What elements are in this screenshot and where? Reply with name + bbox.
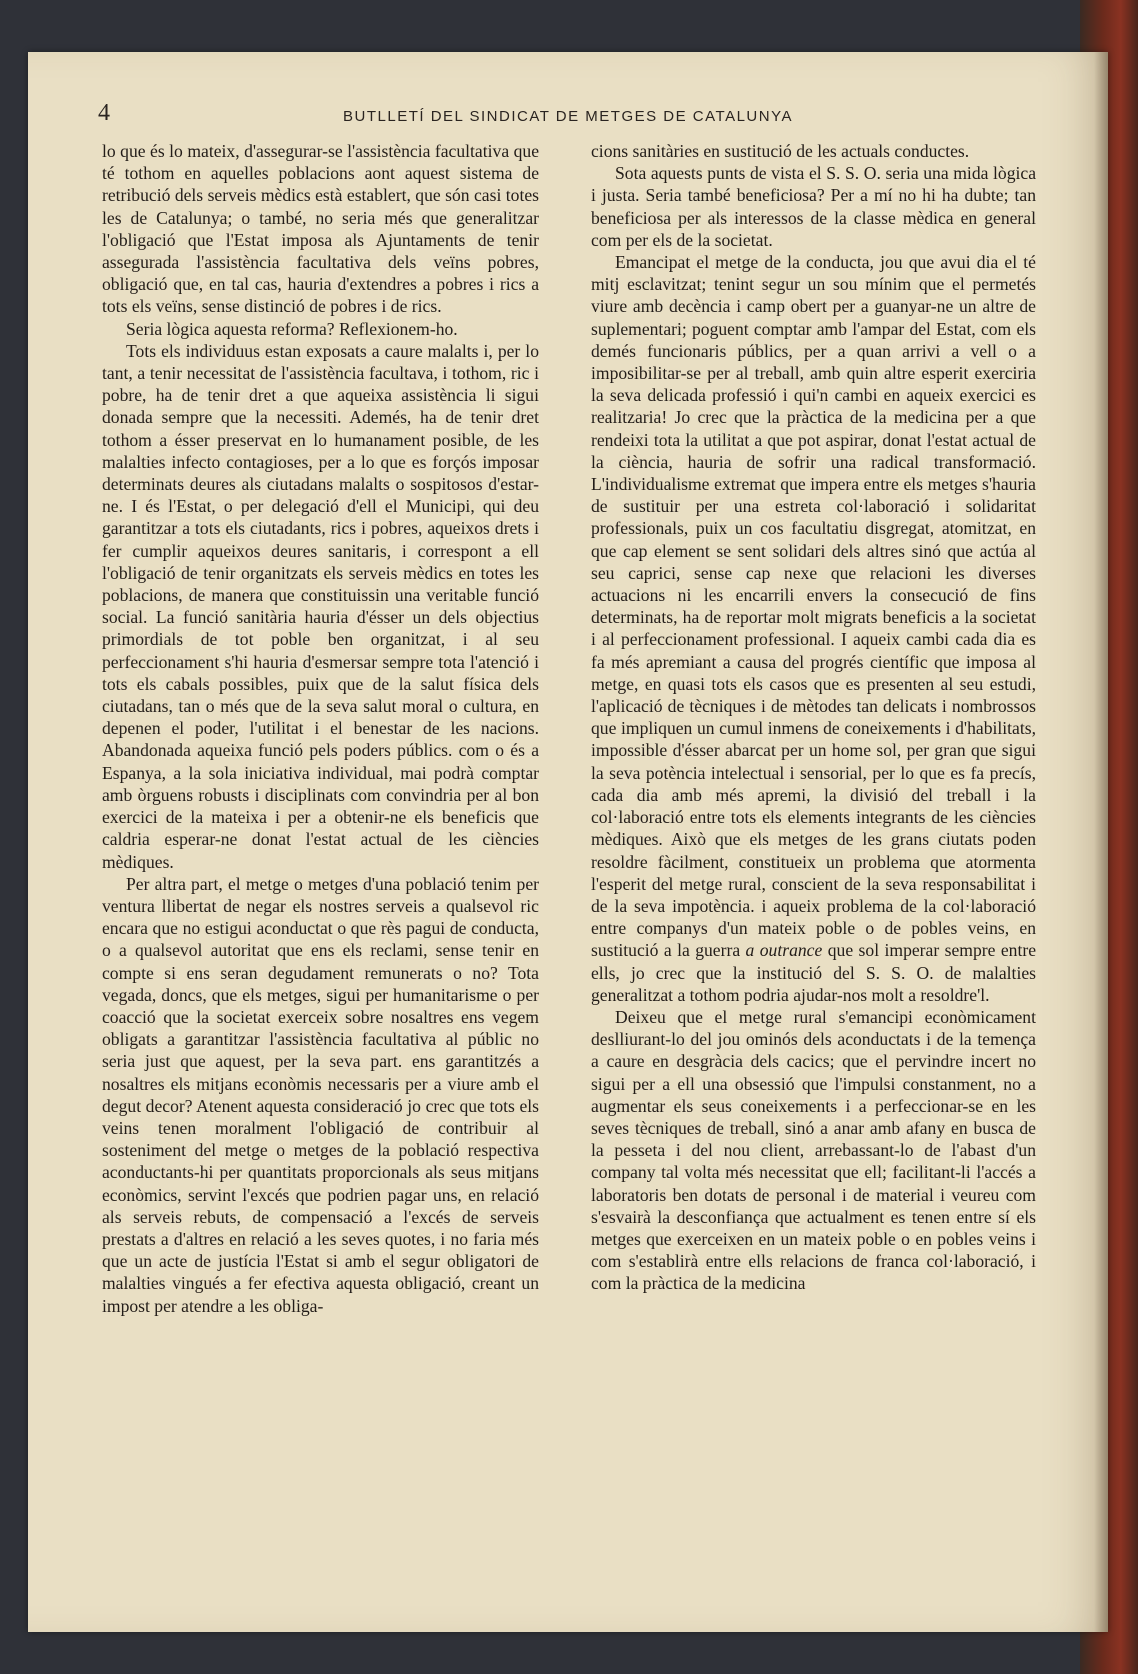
page-number: 4	[98, 100, 110, 126]
running-head: BUTLLETÍ DEL SINDICAT DE METGES DE CATALUNYA	[343, 108, 793, 125]
paragraph-text: Emancipat el metge de la conducta, jou que avui dia el té mitj esclavitzat; tenint segur un sou mínim que el permetés viure amb decència i camp obert per a guanyar-ne un altre de suplementari; poguent comptar amb l'ampar del Estat, com els demés funcionaris públics, per a quan arrivi a vell o a imposibilitar-se per al treball, amb quin altre esperit exerciria la seva delicada professió i qui'n cambi en aqueix exercici es realitzaria! Jo crec que la pràctica de la medicina per a que rendeixi tota la utilitat a que pot aspirar, donat l'estat actual de la ciència, hauria de sofrir una radical transformació. L'individualisme extremat que impera entre els metges s'hauria de sustituir per una estreta col·laboració i solidaritat professionals, puix un cos facultatiu disgregat, atomitzat, en que cap element se sent solidari dels altres sinó que actúa al seu caprici, sense cap nexe que relacioni les diverses actuacions ni les encarrili envers la consecució de fins determinats, ha de reportar molt migrats beneficis a la societat i al perfeccionament professional. I aqueix cambi cada dia es fa més apremiant a causa del progrés científic que imposa al metge, en quasi tots els casos que es presenten al seu estudi, l'aplicació de tècniques i de mètodes tan delicats i nombrossos que impliquen un cumul inmens de coneixements i d'habilitats, impossible d'ésser abarcat per un home sol, per gran que sigui la seva potència intelectual i sensorial, per lo que es fa precís, cada dia amb més apremi, la divisió del treball i la col·laboració entre tots els elements integrants de les ciències mèdiques. Això que els metges de les grans ciutats poden resoldre fàcilment, constitueix un problema que atormenta l'esperit del metge rural, conscient de la seva responsabilitat i de la seva impotència. i aqueix problema de la col·laboració entre companys d'un mateix poble o de pobles veins, en sustitució a la guerra	[591, 252, 1036, 961]
right-text-column	[591, 140, 1036, 1295]
paragraph: lo que és lo mateix, d'assegurar-se l'assistència facultativa que té tothom en aquelles poblacions aont aquest sistema de retribució dels serveis mèdics està establert, que són casi totes les de Catalunya; o també, no seria més que generalitzar l'obligació que l'Estat imposa als Ajuntaments de tenir assegurada l'assistència facultativa dels veïns pobres, obligació que, en tal cas, hauria d'extendres a pobres i rics a tots els veïns, sense distinció de pobres i de rics.	[102, 141, 539, 317]
italic-phrase: a outrance	[745, 940, 823, 961]
paragraph: Tots els individuus estan exposats a caure malalts i, per lo tant, a tenir necessitat de l'assistència facultava, i tothom, ric i pobre, ha de tenir dret a que aqueixa assistència li sigui donada sempre que la necessiti. Ademés, ha de tenir dret tothom a ésser preservat en lo humanament posible, de les malalties infecto contagioses, per a lo que es forçós imposar determinats deures als ciutadans malalts o sospitosos d'estar-ne. I és l'Estat, o per delegació d'ell el Municipi, qui deu garantitzar a tots els ciutadants, rics i pobres, aqueixos drets i fer cumplir aqueixos deures sanitaris, i correspont a ell l'obligació de tenir organitzats els serveis mèdics en totes les poblacions, de manera que constituissin una veritable funció social. La funció sanitària hauria d'ésser un dels objectius primordials de tot poble ben organitzat, i al seu perfeccionament s'hi hauria d'esmersar sempre tota l'atenció i tots els cabals possibles, puix que de la salut física dels ciutadans, tan o més que de la seva salut moral o cultura, en depenen el poder, l'utilitat i el benestar de les nacions. Abandonada aqueixa funció pels poders públics. com o és a Espanya, a la sola iniciativa individual, mai podrà comptar amb òrguens robusts i disciplinats com convindria per al bon exercici de la mateixa i per a obtenir-ne els beneficis que caldria esperar-ne donat l'estat actual de les ciències mèdiques.	[102, 340, 539, 872]
paragraph-text: que sol imperar sempre entre ells, jo crec que la institució del S. S. O. de malalties generalitzat a tothom podria ajudar-nos molt a resoldre'l.	[591, 940, 1036, 1005]
paragraph: Per altra part, el metge o metges d'una població tenim per ventura llibertat de negar els nostres serveis a qualsevol ric encara que no estigui aconductat o que rès pagui de conducta, o a qualsevol autoritat que ens els reclami, sense tenir en compte si ens seran degudament remunerats o no? Tota vegada, doncs, que els metges, sigui per humanitarisme o per coacció que la societat exerceix sobre nosaltres ens vegem obligats a garantitzar l'assistència facultativa al públic no seria just que aquest, per la seva part. ens garantitzés a nosaltres els mitjans econòmis necessaris per a viure amb el degut decor? Atenent aquesta consideració jo crec que tots els veins tenen moralment l'obligació de contribuir al sosteniment del metge o metges de la població respectiva aconductants-hi per quantitats proporcionals als seus mitjans econòmics, servint l'excés que podrien pagar uns, en relació als serveis rebuts, de compensació a l'excés de serveis prestats a d'altres en relació a les seves quotes, i no faria més que un acte de justícia l'Estat si amb el segur obligatori de malalties vingués a fer efectiva aquesta obligació, creant un impost per atendre a les obliga-	[102, 873, 539, 1316]
paragraph: Seria lògica aquesta reforma? Reflexionem-ho.	[126, 318, 458, 339]
page-curve-shadow	[1094, 52, 1108, 1632]
paragraph: cions sanitàries en sustitució de les actuals conductes.	[591, 141, 970, 161]
page-header	[98, 100, 1038, 130]
paragraph	[591, 251, 1036, 1006]
left-text-column	[102, 140, 539, 1317]
paragraph: Deixeu que el metge rural s'emancipi econòmicament deslliurant-lo del jou ominós dels aconductats i de la temença a caure en desgràcia dels cacics; que el pervindre incert no sigui per a ell una obsessió que l'impulsi constanment, no a augmentar els seus coneixements i a perfeccionar-se en les seves tècniques de treball, sinó a anar amb afany en busca de la pesseta i del nou client, arrebassant-lo de l'abast d'un company tal volta més necessitat que ell; facilitant-li l'accés a laboratoris ben dotats de personal i de material i veureu com s'esvairà la desconfiança que actualment es tenen entre sí els metges que exerceixen en un mateix poble o en pobles veins i com s'establirà entre ells relacions de franca col·laboració, i com la pràctica de la medicina	[591, 1006, 1036, 1294]
paragraph: Sota aquests punts de vista el S. S. O. seria una mida lògica i justa. Seria també beneficiosa? Per a mí no hi ha dubte; tan beneficiosa per als interessos de la classe mèdica en general com per els de la societat.	[591, 163, 1036, 250]
